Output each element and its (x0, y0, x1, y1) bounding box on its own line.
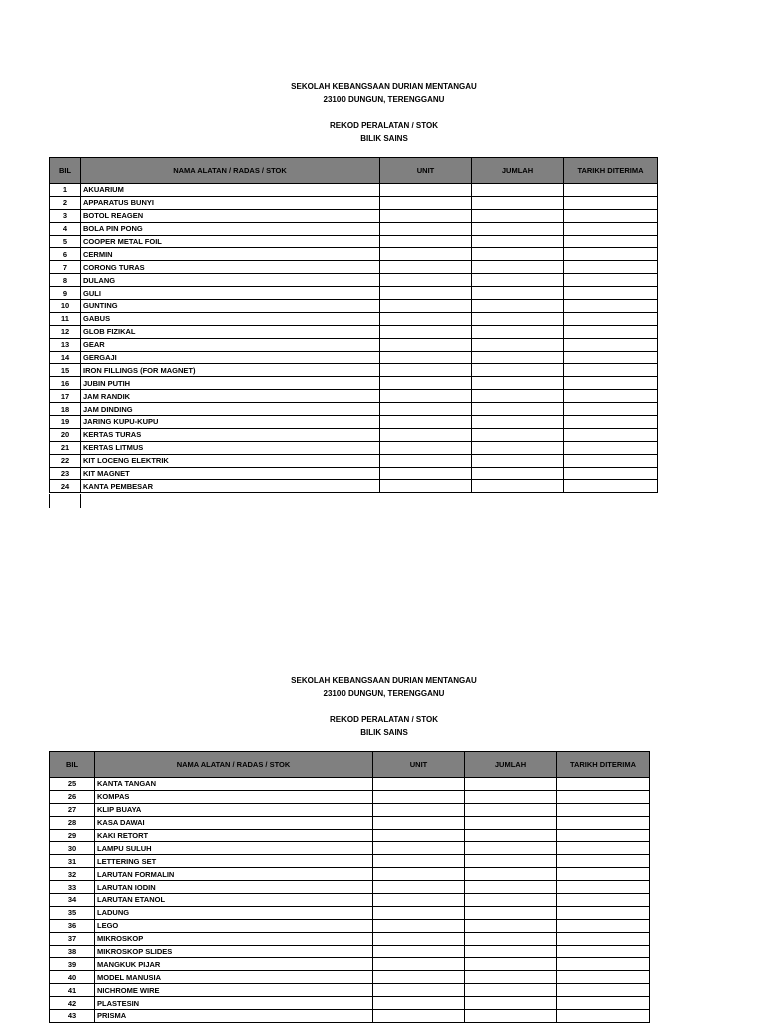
tarikh-cell (557, 919, 650, 932)
tarikh-cell (564, 428, 658, 441)
col-jumlah: JUMLAH (465, 752, 557, 778)
bil-cell: 4 (50, 222, 81, 235)
tarikh-cell (564, 390, 658, 403)
nama-cell: MANGKUK PIJAR (95, 958, 373, 971)
nama-cell: DULANG (81, 274, 380, 287)
jumlah-cell (472, 325, 564, 338)
table-row (50, 958, 650, 971)
nama-cell: GABUS (81, 312, 380, 325)
unit-cell (373, 894, 465, 907)
nama-cell: KANTA PEMBESAR (81, 480, 380, 493)
table-header-row (50, 158, 658, 184)
tarikh-cell (564, 454, 658, 467)
table-row (50, 984, 650, 997)
nama-cell: LETTERING SET (95, 855, 373, 868)
jumlah-cell (472, 287, 564, 300)
table-row (50, 403, 658, 416)
table-row (50, 287, 658, 300)
jumlah-cell (472, 377, 564, 390)
nama-cell: IRON FILLINGS (FOR MAGNET) (81, 364, 380, 377)
table-row (50, 222, 658, 235)
nama-cell: KLIP BUAYA (95, 803, 373, 816)
jumlah-cell (472, 351, 564, 364)
unit-cell (380, 274, 472, 287)
tarikh-cell (557, 829, 650, 842)
table-row (50, 868, 650, 881)
unit-cell (380, 196, 472, 209)
tarikh-cell (557, 803, 650, 816)
nama-cell: KIT MAGNET (81, 467, 380, 480)
jumlah-cell (465, 919, 557, 932)
jumlah-cell (472, 364, 564, 377)
unit-cell (380, 403, 472, 416)
unit-cell (373, 778, 465, 791)
tarikh-cell (564, 364, 658, 377)
nama-cell: KIT LOCENG ELEKTRIK (81, 454, 380, 467)
bil-cell: 16 (50, 377, 81, 390)
nama-cell: PLASTESIN (95, 997, 373, 1010)
nama-cell: BOLA PIN PONG (81, 222, 380, 235)
unit-cell (380, 261, 472, 274)
bil-cell: 15 (50, 364, 81, 377)
school-name: SEKOLAH KEBANGSAAN DURIAN MENTANGAU (291, 676, 477, 685)
bil-cell: 30 (50, 842, 95, 855)
jumlah-cell (465, 868, 557, 881)
jumlah-cell (472, 209, 564, 222)
jumlah-cell (472, 222, 564, 235)
bil-cell: 17 (50, 390, 81, 403)
tarikh-cell (557, 881, 650, 894)
bil-cell: 37 (50, 932, 95, 945)
tarikh-cell (557, 1010, 650, 1023)
nama-cell: APPARATUS BUNYI (81, 196, 380, 209)
tarikh-cell (564, 184, 658, 197)
table-header-row (50, 752, 650, 778)
bil-cell: 8 (50, 274, 81, 287)
col-bil: BIL (50, 752, 95, 778)
table-stub-left (49, 494, 50, 508)
bil-cell: 1 (50, 184, 81, 197)
table-row (50, 842, 650, 855)
unit-cell (380, 312, 472, 325)
tarikh-cell (557, 945, 650, 958)
bil-cell: 42 (50, 997, 95, 1010)
tarikh-cell (557, 984, 650, 997)
table-row (50, 945, 650, 958)
page-2-header (0, 674, 768, 739)
jumlah-cell (465, 778, 557, 791)
tarikh-cell (557, 906, 650, 919)
tarikh-cell (564, 377, 658, 390)
table-row (50, 467, 658, 480)
nama-cell: MIKROSKOP SLIDES (95, 945, 373, 958)
bil-cell: 18 (50, 403, 81, 416)
table-row (50, 816, 650, 829)
table-row (50, 351, 658, 364)
unit-cell (380, 325, 472, 338)
table-row (50, 919, 650, 932)
bil-cell: 38 (50, 945, 95, 958)
unit-cell (373, 984, 465, 997)
table-row (50, 906, 650, 919)
table-row (50, 778, 650, 791)
table-row (50, 196, 658, 209)
jumlah-cell (465, 803, 557, 816)
nama-cell: PRISMA (95, 1010, 373, 1023)
tarikh-cell (564, 248, 658, 261)
table-row (50, 364, 658, 377)
stock-table-page-2 (49, 751, 650, 1023)
table-row (50, 248, 658, 261)
unit-cell (373, 829, 465, 842)
school-address: 23100 DUNGUN, TERENGGANU (323, 689, 445, 698)
jumlah-cell (465, 816, 557, 829)
nama-cell: MIKROSKOP (95, 932, 373, 945)
bil-cell: 25 (50, 778, 95, 791)
col-jumlah: JUMLAH (472, 158, 564, 184)
tarikh-cell (564, 325, 658, 338)
bil-cell: 32 (50, 868, 95, 881)
nama-cell: NICHROME WIRE (95, 984, 373, 997)
bil-cell: 6 (50, 248, 81, 261)
nama-cell: AKUARIUM (81, 184, 380, 197)
nama-cell: KAKI RETORT (95, 829, 373, 842)
tarikh-cell (564, 287, 658, 300)
bil-cell: 11 (50, 312, 81, 325)
tarikh-cell (564, 441, 658, 454)
col-unit: UNIT (380, 158, 472, 184)
bil-cell: 43 (50, 1010, 95, 1023)
jumlah-cell (465, 906, 557, 919)
bil-cell: 28 (50, 816, 95, 829)
bil-cell: 34 (50, 894, 95, 907)
bil-cell: 33 (50, 881, 95, 894)
school-name: SEKOLAH KEBANGSAAN DURIAN MENTANGAU (291, 82, 477, 91)
tarikh-cell (557, 868, 650, 881)
tarikh-cell (564, 209, 658, 222)
room-name: BILIK SAINS (360, 134, 408, 143)
unit-cell (373, 803, 465, 816)
jumlah-cell (472, 235, 564, 248)
tarikh-cell (557, 842, 650, 855)
jumlah-cell (465, 958, 557, 971)
table-row (50, 441, 658, 454)
bil-cell: 5 (50, 235, 81, 248)
jumlah-cell (465, 997, 557, 1010)
nama-cell: JAM DINDING (81, 403, 380, 416)
nama-cell: CERMIN (81, 248, 380, 261)
jumlah-cell (472, 312, 564, 325)
nama-cell: MODEL MANUSIA (95, 971, 373, 984)
bil-cell: 24 (50, 480, 81, 493)
nama-cell: COOPER METAL FOIL (81, 235, 380, 248)
col-nama: NAMA ALATAN / RADAS / STOK (81, 158, 380, 184)
school-address: 23100 DUNGUN, TERENGGANU (323, 95, 445, 104)
unit-cell (373, 919, 465, 932)
tarikh-cell (564, 300, 658, 313)
bil-cell: 20 (50, 428, 81, 441)
unit-cell (380, 209, 472, 222)
unit-cell (373, 906, 465, 919)
bil-cell: 26 (50, 790, 95, 803)
jumlah-cell (465, 829, 557, 842)
unit-cell (373, 868, 465, 881)
table-row (50, 416, 658, 429)
tarikh-cell (557, 816, 650, 829)
table-row (50, 480, 658, 493)
tarikh-cell (564, 480, 658, 493)
unit-cell (380, 454, 472, 467)
unit-cell (373, 816, 465, 829)
nama-cell: KERTAS LITMUS (81, 441, 380, 454)
unit-cell (380, 416, 472, 429)
bil-cell: 39 (50, 958, 95, 971)
table-row (50, 790, 650, 803)
nama-cell: GERGAJI (81, 351, 380, 364)
jumlah-cell (465, 881, 557, 894)
table-stub-right (80, 494, 81, 508)
tarikh-cell (564, 261, 658, 274)
table-row (50, 894, 650, 907)
tarikh-cell (557, 894, 650, 907)
bil-cell: 3 (50, 209, 81, 222)
table-row (50, 855, 650, 868)
jumlah-cell (472, 416, 564, 429)
jumlah-cell (472, 428, 564, 441)
tarikh-cell (557, 971, 650, 984)
jumlah-cell (465, 971, 557, 984)
unit-cell (380, 248, 472, 261)
tarikh-cell (564, 338, 658, 351)
unit-cell (373, 1010, 465, 1023)
table-row (50, 300, 658, 313)
bil-cell: 7 (50, 261, 81, 274)
nama-cell: LEGO (95, 919, 373, 932)
nama-cell: LARUTAN ETANOL (95, 894, 373, 907)
tarikh-cell (564, 467, 658, 480)
jumlah-cell (472, 300, 564, 313)
nama-cell: KASA DAWAI (95, 816, 373, 829)
jumlah-cell (472, 390, 564, 403)
bil-cell: 40 (50, 971, 95, 984)
unit-cell (380, 300, 472, 313)
jumlah-cell (472, 403, 564, 416)
table-row (50, 377, 658, 390)
bil-cell: 19 (50, 416, 81, 429)
nama-cell: GUNTING (81, 300, 380, 313)
nama-cell: BOTOL REAGEN (81, 209, 380, 222)
bil-cell: 27 (50, 803, 95, 816)
table-row (50, 261, 658, 274)
jumlah-cell (472, 338, 564, 351)
nama-cell: GLOB FIZIKAL (81, 325, 380, 338)
table-row (50, 274, 658, 287)
bil-cell: 14 (50, 351, 81, 364)
table-row (50, 325, 658, 338)
jumlah-cell (472, 248, 564, 261)
table-row (50, 803, 650, 816)
tarikh-cell (557, 790, 650, 803)
unit-cell (373, 945, 465, 958)
jumlah-cell (465, 932, 557, 945)
bil-cell: 21 (50, 441, 81, 454)
unit-cell (373, 997, 465, 1010)
page-2 (0, 674, 768, 739)
unit-cell (380, 184, 472, 197)
unit-cell (380, 428, 472, 441)
unit-cell (380, 222, 472, 235)
bil-cell: 13 (50, 338, 81, 351)
unit-cell (380, 338, 472, 351)
table-row (50, 312, 658, 325)
unit-cell (380, 441, 472, 454)
tarikh-cell (557, 778, 650, 791)
unit-cell (373, 958, 465, 971)
nama-cell: JARING KUPU-KUPU (81, 416, 380, 429)
bil-cell: 29 (50, 829, 95, 842)
stock-table-page-1 (49, 157, 658, 493)
unit-cell (380, 377, 472, 390)
jumlah-cell (472, 261, 564, 274)
nama-cell: LADUNG (95, 906, 373, 919)
bil-cell: 31 (50, 855, 95, 868)
table-row (50, 881, 650, 894)
table-row (50, 428, 658, 441)
bil-cell: 10 (50, 300, 81, 313)
jumlah-cell (465, 984, 557, 997)
jumlah-cell (465, 855, 557, 868)
table-row (50, 454, 658, 467)
jumlah-cell (472, 454, 564, 467)
nama-cell: KANTA TANGAN (95, 778, 373, 791)
table-row (50, 184, 658, 197)
jumlah-cell (465, 790, 557, 803)
table-row (50, 209, 658, 222)
bil-cell: 41 (50, 984, 95, 997)
jumlah-cell (472, 467, 564, 480)
table-row (50, 235, 658, 248)
col-nama: NAMA ALATAN / RADAS / STOK (95, 752, 373, 778)
record-title: REKOD PERALATAN / STOK (329, 715, 438, 724)
nama-cell: KERTAS TURAS (81, 428, 380, 441)
unit-cell (380, 390, 472, 403)
unit-cell (373, 932, 465, 945)
unit-cell (373, 855, 465, 868)
unit-cell (380, 287, 472, 300)
record-title: REKOD PERALATAN / STOK (329, 121, 438, 130)
table-row (50, 997, 650, 1010)
nama-cell: LARUTAN IODIN (95, 881, 373, 894)
bil-cell: 9 (50, 287, 81, 300)
unit-cell (373, 971, 465, 984)
bil-cell: 22 (50, 454, 81, 467)
table-row (50, 829, 650, 842)
unit-cell (380, 351, 472, 364)
nama-cell: GEAR (81, 338, 380, 351)
table-row (50, 390, 658, 403)
nama-cell: KOMPAS (95, 790, 373, 803)
jumlah-cell (472, 184, 564, 197)
tarikh-cell (557, 932, 650, 945)
tarikh-cell (564, 312, 658, 325)
bil-cell: 36 (50, 919, 95, 932)
jumlah-cell (472, 274, 564, 287)
table-row (50, 932, 650, 945)
bil-cell: 12 (50, 325, 81, 338)
nama-cell: LAMPU SULUH (95, 842, 373, 855)
tarikh-cell (564, 222, 658, 235)
nama-cell: JUBIN PUTIH (81, 377, 380, 390)
unit-cell (373, 790, 465, 803)
unit-cell (373, 881, 465, 894)
col-unit: UNIT (373, 752, 465, 778)
tarikh-cell (564, 196, 658, 209)
unit-cell (380, 364, 472, 377)
jumlah-cell (472, 441, 564, 454)
table-row (50, 338, 658, 351)
tarikh-cell (557, 958, 650, 971)
unit-cell (380, 235, 472, 248)
nama-cell: GULI (81, 287, 380, 300)
table-row (50, 971, 650, 984)
bil-cell: 23 (50, 467, 81, 480)
jumlah-cell (472, 480, 564, 493)
jumlah-cell (465, 894, 557, 907)
unit-cell (373, 842, 465, 855)
nama-cell: LARUTAN FORMALIN (95, 868, 373, 881)
jumlah-cell (472, 196, 564, 209)
bil-cell: 2 (50, 196, 81, 209)
room-name: BILIK SAINS (360, 728, 408, 737)
col-tarikh: TARIKH DITERIMA (564, 158, 658, 184)
tarikh-cell (564, 274, 658, 287)
nama-cell: CORONG TURAS (81, 261, 380, 274)
col-bil: BIL (50, 158, 81, 184)
unit-cell (380, 467, 472, 480)
table-row (50, 1010, 650, 1023)
col-tarikh: TARIKH DITERIMA (557, 752, 650, 778)
jumlah-cell (465, 842, 557, 855)
bil-cell: 35 (50, 906, 95, 919)
unit-cell (380, 480, 472, 493)
tarikh-cell (564, 416, 658, 429)
page-1-header (0, 80, 768, 145)
tarikh-cell (564, 351, 658, 364)
tarikh-cell (557, 997, 650, 1010)
tarikh-cell (564, 403, 658, 416)
nama-cell: JAM RANDIK (81, 390, 380, 403)
jumlah-cell (465, 1010, 557, 1023)
tarikh-cell (557, 855, 650, 868)
tarikh-cell (564, 235, 658, 248)
page-1 (0, 80, 768, 145)
jumlah-cell (465, 945, 557, 958)
